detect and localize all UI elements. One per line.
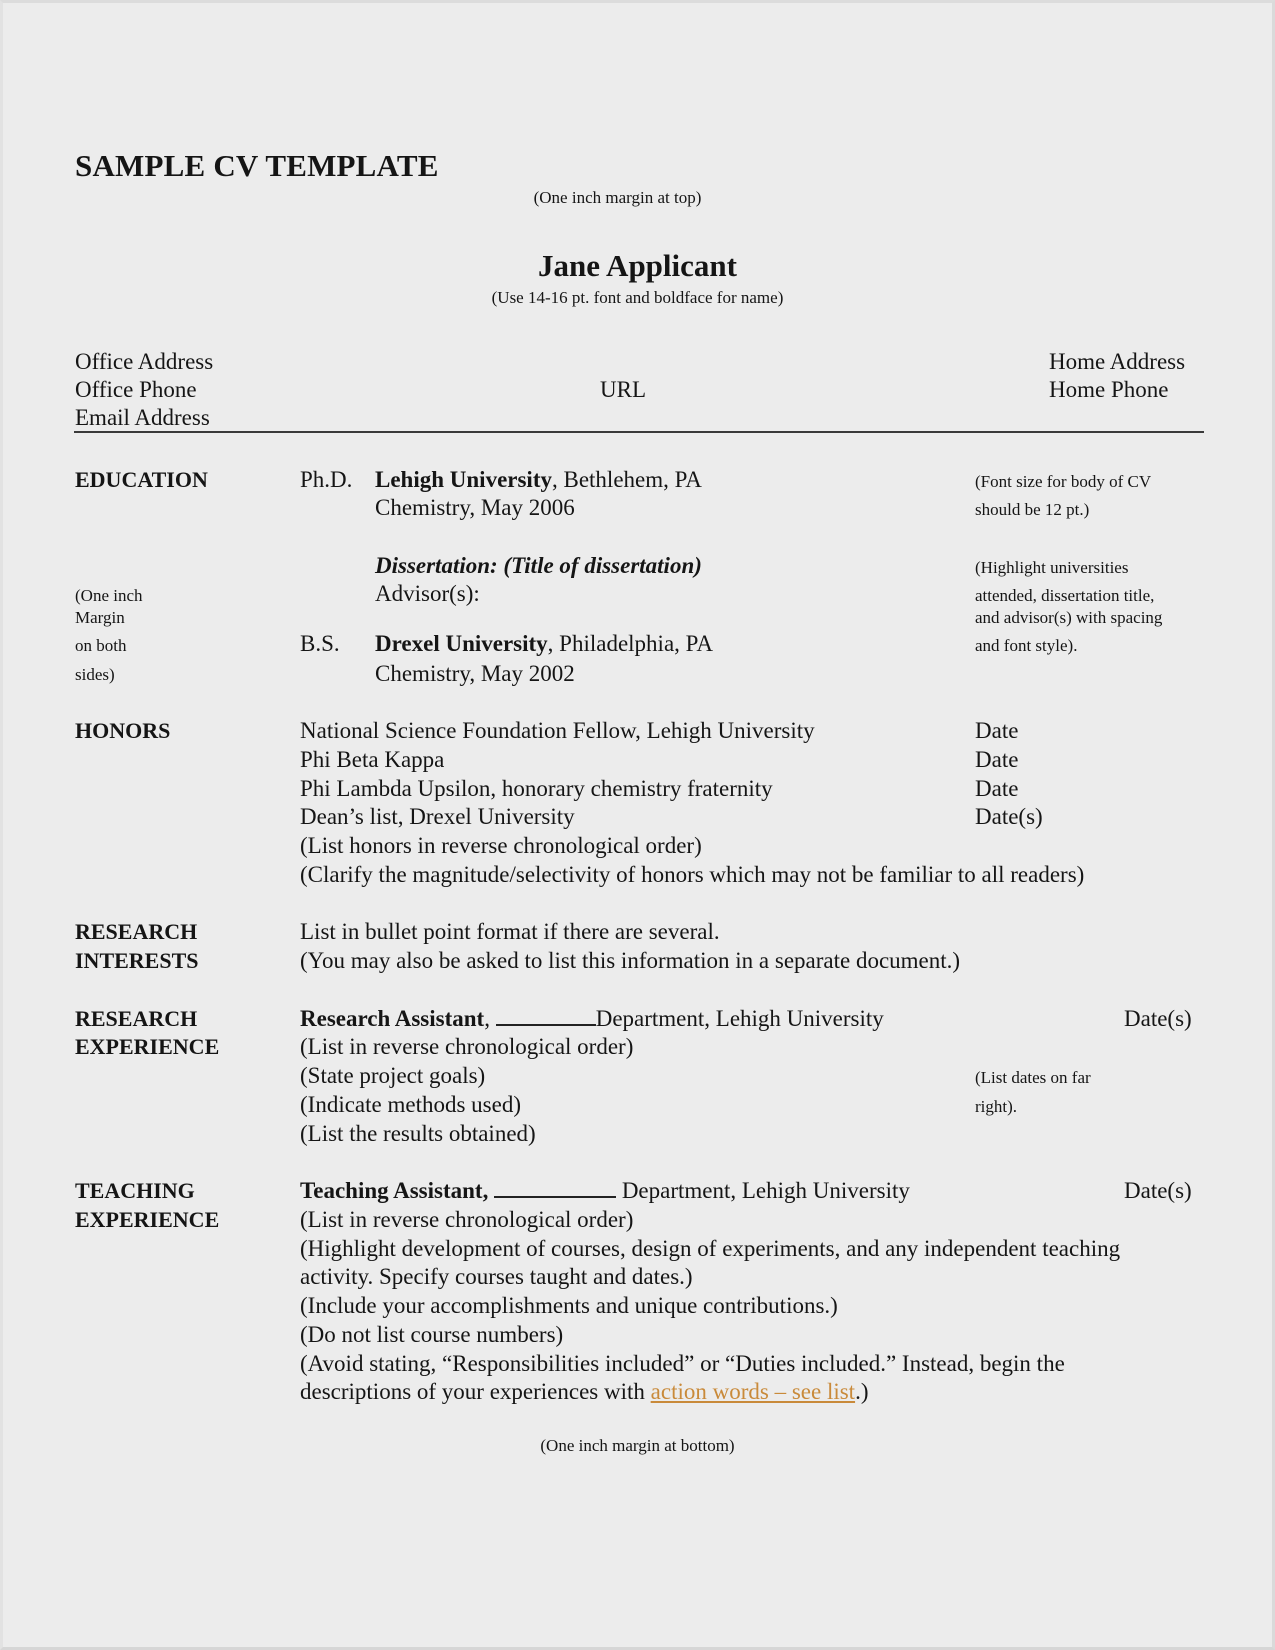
honor-date: Date	[975, 747, 1019, 772]
honor-date: Date(s)	[975, 804, 1043, 829]
honors-note: (List honors in reverse chronological order)	[300, 833, 702, 858]
dates-note: right).	[975, 1097, 1018, 1116]
research-position-title: Research Assistant	[300, 1006, 485, 1031]
margin-note-line: on both	[75, 636, 127, 655]
teaching-line-last	[300, 1378, 868, 1406]
phd-location: , Bethlehem, PA	[551, 467, 702, 492]
honor-date: Date	[975, 718, 1019, 743]
header-divider	[74, 431, 1204, 433]
phd-degree: Ph.D.	[300, 467, 353, 492]
teaching-line-suffix: .)	[855, 1379, 869, 1404]
advisor: Advisor(s):	[375, 581, 480, 606]
phd-field: Chemistry, May 2006	[375, 495, 575, 520]
honor-item: Phi Beta Kappa	[300, 747, 445, 772]
watermark	[40, 1598, 43, 1608]
research-position-line	[300, 1005, 884, 1033]
research-date: Date(s)	[1124, 1006, 1192, 1031]
research-interests-line: List in bullet point format if there are several.	[300, 919, 720, 944]
url: URL	[600, 377, 646, 402]
margin-note-line: Margin	[75, 608, 125, 627]
home-phone: Home Phone	[1049, 377, 1169, 402]
teaching-line: (Do not list course numbers)	[300, 1322, 564, 1347]
research-interests-heading: RESEARCH	[75, 919, 198, 944]
highlight-note: attended, dissertation title,	[975, 586, 1155, 605]
margin-note-line: sides)	[75, 665, 115, 684]
research-experience-heading: EXPERIENCE	[75, 1034, 220, 1059]
email-address: Email Address	[75, 405, 210, 430]
teaching-position-line	[300, 1177, 910, 1205]
bs-location: , Philadelphia, PA	[547, 631, 713, 656]
name-note: (Use 14-16 pt. font and boldface for name)	[491, 288, 784, 307]
document-title: SAMPLE CV TEMPLATE	[75, 148, 439, 183]
teaching-experience-heading: TEACHING	[75, 1178, 195, 1203]
research-department: Department, Lehigh University	[595, 1006, 884, 1031]
font-size-note: (Font size for body of CV	[975, 472, 1152, 491]
home-address: Home Address	[1049, 349, 1186, 374]
margin-note-line: (One inch	[75, 586, 143, 605]
research-interests-heading: INTERESTS	[75, 948, 199, 973]
dates-note: (List dates on far	[975, 1068, 1091, 1087]
applicant-name: Jane Applicant	[538, 248, 737, 283]
teaching-line: (Avoid stating, “Responsibilities included” or “Duties included.” Instead, begin the	[300, 1351, 1065, 1376]
teaching-experience-heading: EXPERIENCE	[75, 1207, 220, 1232]
top-margin-note: (One inch margin at top)	[533, 188, 702, 207]
bottom-margin-note: (One inch margin at bottom)	[540, 1436, 735, 1455]
dissertation-title: Dissertation: (Title of dissertation)	[375, 553, 702, 578]
teaching-department: Department, Lehigh University	[616, 1178, 910, 1203]
highlight-note: and font style).	[975, 636, 1078, 655]
bs-school-line	[375, 630, 713, 658]
research-line: (List the results obtained)	[300, 1121, 536, 1146]
teaching-line: (Highlight development of courses, design of experiments, and any independent teaching	[300, 1236, 1121, 1261]
office-address: Office Address	[75, 349, 214, 374]
honor-date: Date	[975, 776, 1019, 801]
honor-item: National Science Foundation Fellow, Lehigh University	[300, 718, 815, 743]
teaching-line: (List in reverse chronological order)	[300, 1207, 634, 1232]
department-blank	[494, 1178, 616, 1198]
research-line: (List in reverse chronological order)	[300, 1034, 634, 1059]
research-line: (Indicate methods used)	[300, 1092, 521, 1117]
separator: ,	[484, 1006, 496, 1031]
highlight-note: and advisor(s) with spacing	[975, 608, 1163, 627]
department-blank	[496, 1006, 596, 1026]
teaching-date: Date(s)	[1124, 1178, 1192, 1203]
research-experience-heading: RESEARCH	[75, 1006, 198, 1031]
highlight-note: (Highlight universities	[975, 558, 1129, 577]
teaching-line: activity. Specify courses taught and dates.)	[300, 1264, 693, 1289]
font-size-note: should be 12 pt.)	[975, 500, 1090, 519]
honor-item: Phi Lambda Upsilon, honorary chemistry fraternity	[300, 776, 773, 801]
teaching-line: (Include your accomplishments and unique contributions.)	[300, 1293, 838, 1318]
bs-degree: B.S.	[300, 631, 340, 656]
research-interests-line: (You may also be asked to list this information in a separate document.)	[300, 948, 961, 973]
teaching-line-prefix: descriptions of your experiences with	[300, 1379, 651, 1404]
honors-note: (Clarify the magnitude/selectivity of honors which may not be familiar to all readers)	[300, 862, 1085, 887]
phd-school: Lehigh University	[375, 467, 552, 492]
education-heading: EDUCATION	[75, 467, 208, 492]
honors-heading: HONORS	[75, 718, 171, 743]
bs-school: Drexel University	[375, 631, 548, 656]
teaching-position-title: Teaching Assistant,	[300, 1178, 489, 1203]
research-line: (State project goals)	[300, 1063, 486, 1088]
phd-school-line	[375, 466, 702, 494]
action-words-link[interactable]: action words – see list	[650, 1379, 856, 1404]
bs-field: Chemistry, May 2002	[375, 661, 575, 686]
office-phone: Office Phone	[75, 377, 197, 402]
honor-item: Dean’s list, Drexel University	[300, 804, 575, 829]
